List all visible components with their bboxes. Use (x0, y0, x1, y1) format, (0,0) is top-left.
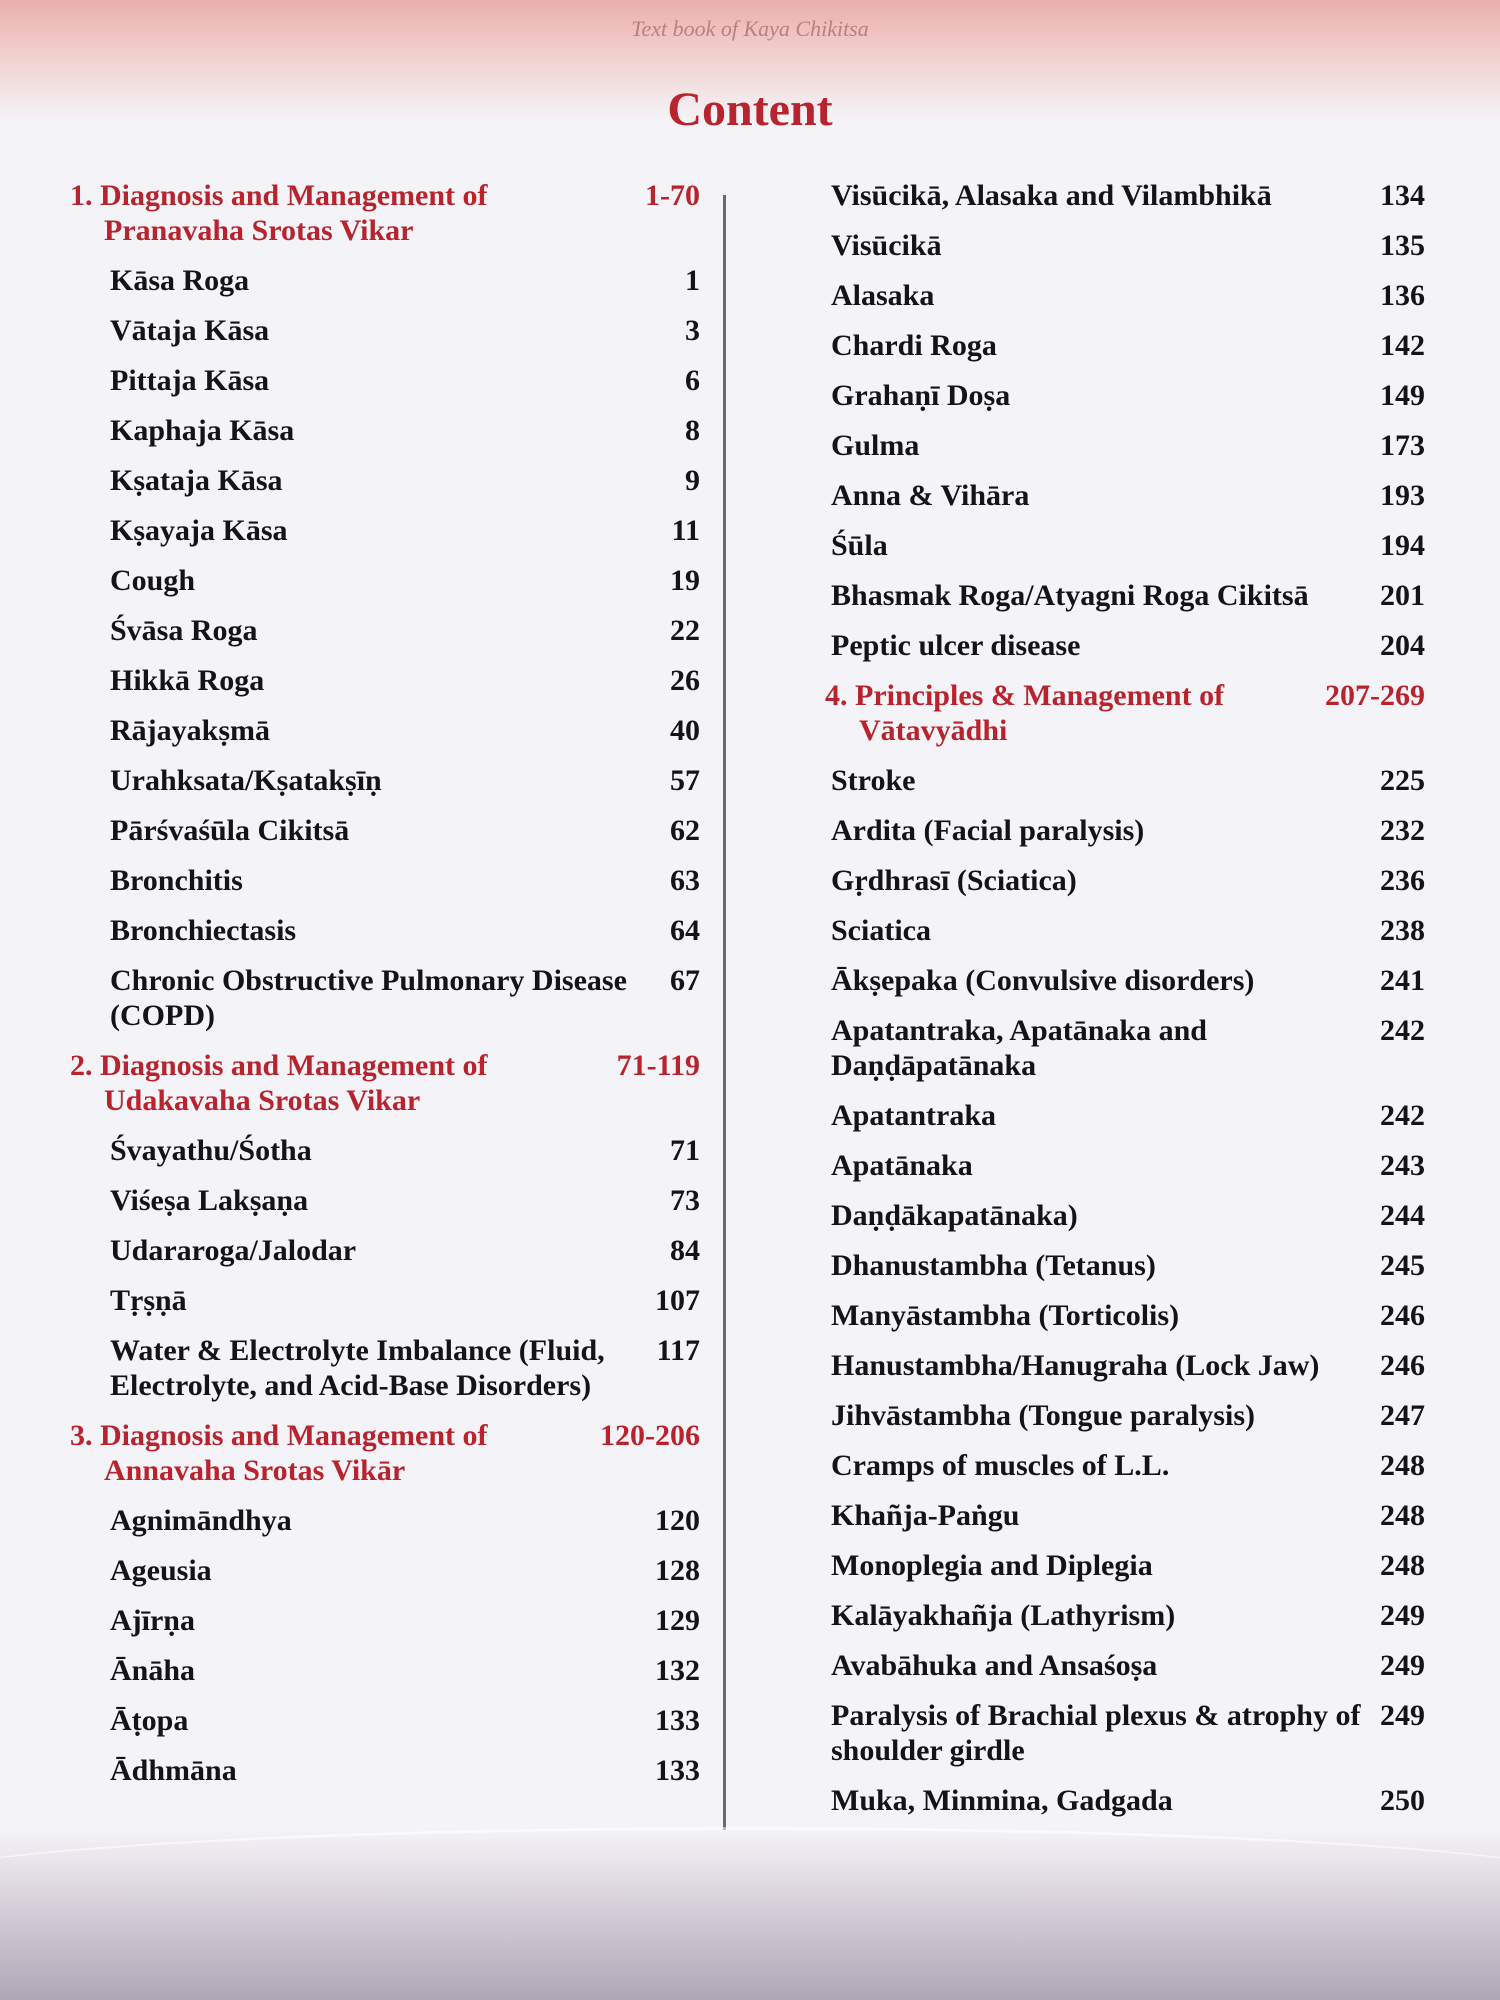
toc-entry-title: Kṣayaja Kāsa (110, 514, 288, 547)
toc-section-heading[interactable] (825, 678, 1425, 748)
toc-entry-title: Water & Electrolyte Imbalance (Fluid, Electrolyte, and Acid-Base Disorders) (110, 1334, 605, 1402)
toc-entry[interactable] (831, 1148, 1425, 1183)
bottom-gradient-band (0, 1830, 1500, 2000)
toc-entry[interactable] (70, 1133, 700, 1168)
toc-entry-title: Rājayakṣmā (110, 714, 271, 747)
toc-page-number: 62 (670, 814, 700, 847)
toc-entry[interactable] (831, 1598, 1425, 1633)
toc-page-number: 57 (670, 764, 700, 797)
toc-page-number: 149 (1380, 379, 1425, 412)
toc-entry-title: Stroke (831, 764, 916, 797)
toc-page-number: 241 (1380, 964, 1425, 997)
toc-entry[interactable] (831, 913, 1425, 948)
toc-page-number: 207-269 (1325, 679, 1425, 712)
toc-page-number: 246 (1380, 1349, 1425, 1382)
toc-page-number: 9 (685, 464, 700, 497)
toc-entry-title: Alasaka (831, 279, 935, 312)
toc-entry-title: Śvāsa Roga (110, 614, 258, 647)
toc-page-number: 247 (1380, 1399, 1425, 1432)
toc-page-number: 134 (1380, 179, 1425, 212)
toc-entry[interactable] (831, 1298, 1425, 1333)
toc-page-number: 84 (670, 1234, 700, 1267)
toc-entry[interactable] (70, 363, 700, 398)
toc-page-number: 19 (670, 564, 700, 597)
toc-entry-title: Ajīrṇa (110, 1604, 195, 1637)
toc-entry[interactable] (831, 1648, 1425, 1683)
toc-page-number: 71-119 (616, 1049, 700, 1082)
toc-page-number: 225 (1380, 764, 1425, 797)
toc-entry[interactable] (831, 963, 1425, 998)
toc-page-number: 246 (1380, 1299, 1425, 1332)
toc-entry[interactable] (70, 713, 700, 748)
toc-entry-title: Kṣataja Kāsa (110, 464, 283, 497)
toc-entry-title: Āṭopa (110, 1704, 189, 1737)
toc-entry[interactable] (70, 463, 700, 498)
toc-entry[interactable] (831, 813, 1425, 848)
toc-entry[interactable] (831, 278, 1425, 313)
toc-entry-title: Urahksata/Kṣatakṣīṇ (110, 764, 382, 797)
toc-page-number: 135 (1380, 229, 1425, 262)
toc-entry[interactable] (70, 663, 700, 698)
toc-entry[interactable] (831, 628, 1425, 663)
toc-entry[interactable] (70, 1553, 700, 1588)
toc-entry-title: Pārśvaśūla Cikitsā (110, 814, 350, 847)
toc-entry-title: Cough (110, 564, 196, 597)
toc-entry[interactable] (831, 1448, 1425, 1483)
toc-entry[interactable] (70, 313, 700, 348)
toc-page-number: 64 (670, 914, 700, 947)
toc-entry[interactable] (831, 178, 1425, 213)
toc-page-number: 201 (1380, 579, 1425, 612)
toc-entry[interactable] (70, 1283, 700, 1318)
toc-entry-title: Apatantraka, Apatānaka and Daṇḍāpatānaka (831, 1014, 1207, 1082)
toc-entry[interactable] (70, 1753, 700, 1788)
toc-entry-title: Bronchiectasis (110, 914, 297, 947)
toc-entry[interactable] (831, 763, 1425, 798)
toc-page-number: 142 (1380, 329, 1425, 362)
toc-page-number: 242 (1380, 1099, 1425, 1132)
toc-entry-title: Bhasmak Roga/Atyagni Roga Cikitsā (831, 579, 1309, 612)
toc-entry-title: Kāsa Roga (110, 264, 250, 297)
toc-section-heading[interactable] (70, 1048, 700, 1118)
toc-entry[interactable] (70, 613, 700, 648)
toc-entry-title: Visūcikā (831, 229, 942, 262)
toc-entry-title: Tṛṣṇā (110, 1284, 187, 1317)
toc-entry-title: Paralysis of Brachial plexus & atrophy of shoulder girdle (831, 1699, 1361, 1767)
toc-entry-title: Muka, Minmina, Gadgada (831, 1784, 1173, 1817)
toc-page-number: 6 (685, 364, 700, 397)
toc-entry-title: Ānāha (110, 1654, 196, 1687)
column-divider (723, 195, 726, 1885)
toc-page-number: 245 (1380, 1249, 1425, 1282)
toc-entry-title: Daṇḍākapatānaka) (831, 1199, 1078, 1232)
toc-entry-title: Kalāyakhañja (Lathyrism) (831, 1599, 1176, 1632)
toc-left-column (70, 178, 700, 1803)
toc-entry[interactable] (831, 428, 1425, 463)
toc-page-number: 11 (671, 514, 700, 547)
toc-entry-title: Pittaja Kāsa (110, 364, 270, 397)
toc-page-number: 73 (670, 1184, 700, 1217)
toc-entry[interactable] (70, 1603, 700, 1638)
toc-entry-title: Anna & Vihāra (831, 479, 1030, 512)
toc-entry[interactable] (70, 1653, 700, 1688)
toc-page-number: 133 (655, 1704, 700, 1737)
toc-page-number: 242 (1380, 1014, 1425, 1047)
toc-page-number: 136 (1380, 279, 1425, 312)
toc-page-number: 71 (670, 1134, 700, 1167)
toc-entry[interactable] (70, 1703, 700, 1738)
toc-entry[interactable] (831, 1698, 1425, 1768)
toc-entry-title: Sciatica (831, 914, 931, 947)
toc-page-number: 1 (685, 264, 700, 297)
toc-page-number: 249 (1380, 1599, 1425, 1632)
toc-entry[interactable] (831, 478, 1425, 513)
toc-entry[interactable] (831, 1783, 1425, 1818)
toc-entry-title: Chardi Roga (831, 329, 997, 362)
toc-entry[interactable] (70, 763, 700, 798)
toc-entry[interactable] (70, 563, 700, 598)
toc-page-number: 22 (670, 614, 700, 647)
toc-page-number: 236 (1380, 864, 1425, 897)
toc-entry[interactable] (831, 378, 1425, 413)
toc-page-number: 117 (656, 1334, 700, 1367)
toc-page-number: 133 (655, 1754, 700, 1787)
toc-page-number: 249 (1380, 1649, 1425, 1682)
toc-entry-title: 4. Principles & Management of Vātavyādhi (825, 679, 1225, 747)
decorative-swoosh (0, 1827, 1500, 1940)
toc-entry[interactable] (831, 1198, 1425, 1233)
toc-page-number: 250 (1380, 1784, 1425, 1817)
toc-entry-title: 2. Diagnosis and Management of Udakavaha Srotas Vikar (70, 1049, 488, 1117)
toc-page-number: 120 (655, 1504, 700, 1537)
toc-page-number: 248 (1380, 1449, 1425, 1482)
page-title: Content (667, 83, 833, 136)
toc-page-number: 40 (670, 714, 700, 747)
toc-page-number: 232 (1380, 814, 1425, 847)
toc-entry[interactable] (831, 328, 1425, 363)
toc-page-number: 238 (1380, 914, 1425, 947)
toc-page-number: 132 (655, 1654, 700, 1687)
toc-page-number: 129 (655, 1604, 700, 1637)
running-head: Text book of Kaya Chikitsa (631, 16, 869, 41)
toc-entry[interactable] (831, 863, 1425, 898)
toc-entry[interactable] (831, 1013, 1425, 1083)
toc-entry-title: Ādhmāna (110, 1754, 237, 1787)
toc-entry-title: Peptic ulcer disease (831, 629, 1081, 662)
toc-entry-title: Viśeṣa Lakṣaṇa (110, 1184, 309, 1217)
toc-entry-title: Ardita (Facial paralysis) (831, 814, 1145, 847)
toc-entry-title: Ageusia (110, 1554, 212, 1587)
toc-entry[interactable] (831, 528, 1425, 563)
toc-entry-title: Kaphaja Kāsa (110, 414, 295, 447)
toc-entry-title: Bronchitis (110, 864, 243, 897)
toc-entry-title: Avabāhuka and Ansaśoṣa (831, 1649, 1158, 1682)
toc-entry-title: Agnimāndhya (110, 1504, 292, 1537)
toc-page-number: 8 (685, 414, 700, 447)
toc-page-number: 120-206 (600, 1419, 700, 1452)
toc-entry[interactable] (831, 578, 1425, 613)
toc-entry[interactable] (831, 1248, 1425, 1283)
toc-entry-title: Śūla (831, 529, 888, 562)
toc-page-number: 194 (1380, 529, 1425, 562)
toc-page-number: 243 (1380, 1149, 1425, 1182)
toc-entry[interactable] (70, 263, 700, 298)
toc-page-number: 173 (1380, 429, 1425, 462)
toc-page-number: 248 (1380, 1549, 1425, 1582)
toc-page-number: 3 (685, 314, 700, 347)
toc-entry[interactable] (70, 1333, 700, 1403)
toc-section-heading[interactable] (70, 178, 700, 248)
toc-entry[interactable] (70, 1233, 700, 1268)
toc-page-number: 204 (1380, 629, 1425, 662)
toc-page-number: 107 (655, 1284, 700, 1317)
toc-entry[interactable] (831, 1098, 1425, 1133)
toc-entry-title: Apatantraka (831, 1099, 997, 1132)
toc-entry-title: Dhanustambha (Tetanus) (831, 1249, 1156, 1282)
toc-entry-title: 3. Diagnosis and Management of Annavaha Srotas Vikār (70, 1419, 488, 1487)
toc-page-number: 63 (670, 864, 700, 897)
toc-page-number: 248 (1380, 1499, 1425, 1532)
toc-page-number: 128 (655, 1554, 700, 1587)
toc-entry-title: Chronic Obstructive Pulmonary Disease (COPD) (110, 964, 627, 1032)
toc-entry[interactable] (70, 963, 700, 1033)
toc-entry[interactable] (831, 1498, 1425, 1533)
toc-entry[interactable] (831, 1398, 1425, 1433)
toc-entry-title: Udararoga/Jalodar (110, 1234, 357, 1267)
toc-page-number: 193 (1380, 479, 1425, 512)
toc-entry[interactable] (831, 228, 1425, 263)
toc-entry-title: Cramps of muscles of L.L. (831, 1449, 1170, 1482)
toc-entry-title: Ākṣepaka (Convulsive disorders) (831, 964, 1255, 997)
toc-section-heading[interactable] (70, 1418, 700, 1488)
toc-entry[interactable] (831, 1548, 1425, 1583)
toc-entry-title: Gulma (831, 429, 920, 462)
toc-entry-title: Manyāstambha (Torticolis) (831, 1299, 1180, 1332)
toc-entry-title: Gṛdhrasī (Sciatica) (831, 864, 1077, 897)
toc-right-column (825, 178, 1425, 1883)
toc-entry-title: Grahaṇī Doṣa (831, 379, 1011, 412)
toc-entry-title: Visūcikā, Alasaka and Vilambhikā (831, 179, 1272, 212)
toc-entry-title: Hanustambha/Hanugraha (Lock Jaw) (831, 1349, 1320, 1382)
toc-entry[interactable] (70, 413, 700, 448)
toc-entry[interactable] (70, 863, 700, 898)
toc-page-number: 67 (670, 964, 700, 997)
toc-entry-title: Hikkā Roga (110, 664, 265, 697)
toc-entry-title: Jihvāstambha (Tongue paralysis) (831, 1399, 1255, 1432)
toc-page-number: 249 (1380, 1699, 1425, 1732)
toc-entry[interactable] (70, 1503, 700, 1538)
toc-page-number: 244 (1380, 1199, 1425, 1232)
toc-entry[interactable] (70, 813, 700, 848)
toc-entry-title: Khañja-Paṅgu (831, 1499, 1020, 1532)
toc-entry[interactable] (70, 513, 700, 548)
toc-entry-title: Vātaja Kāsa (110, 314, 270, 347)
toc-entry-title: Śvayathu/Śotha (110, 1134, 312, 1167)
toc-entry[interactable] (831, 1348, 1425, 1383)
toc-page-number: 26 (670, 664, 700, 697)
toc-entry[interactable] (70, 1183, 700, 1218)
toc-entry-title: Apatānaka (831, 1149, 973, 1182)
toc-entry[interactable] (70, 913, 700, 948)
toc-entry-title: Monoplegia and Diplegia (831, 1549, 1153, 1582)
toc-entry-title: 1. Diagnosis and Management of Pranavaha Srotas Vikar (70, 179, 488, 247)
toc-page-number: 1-70 (645, 179, 700, 212)
